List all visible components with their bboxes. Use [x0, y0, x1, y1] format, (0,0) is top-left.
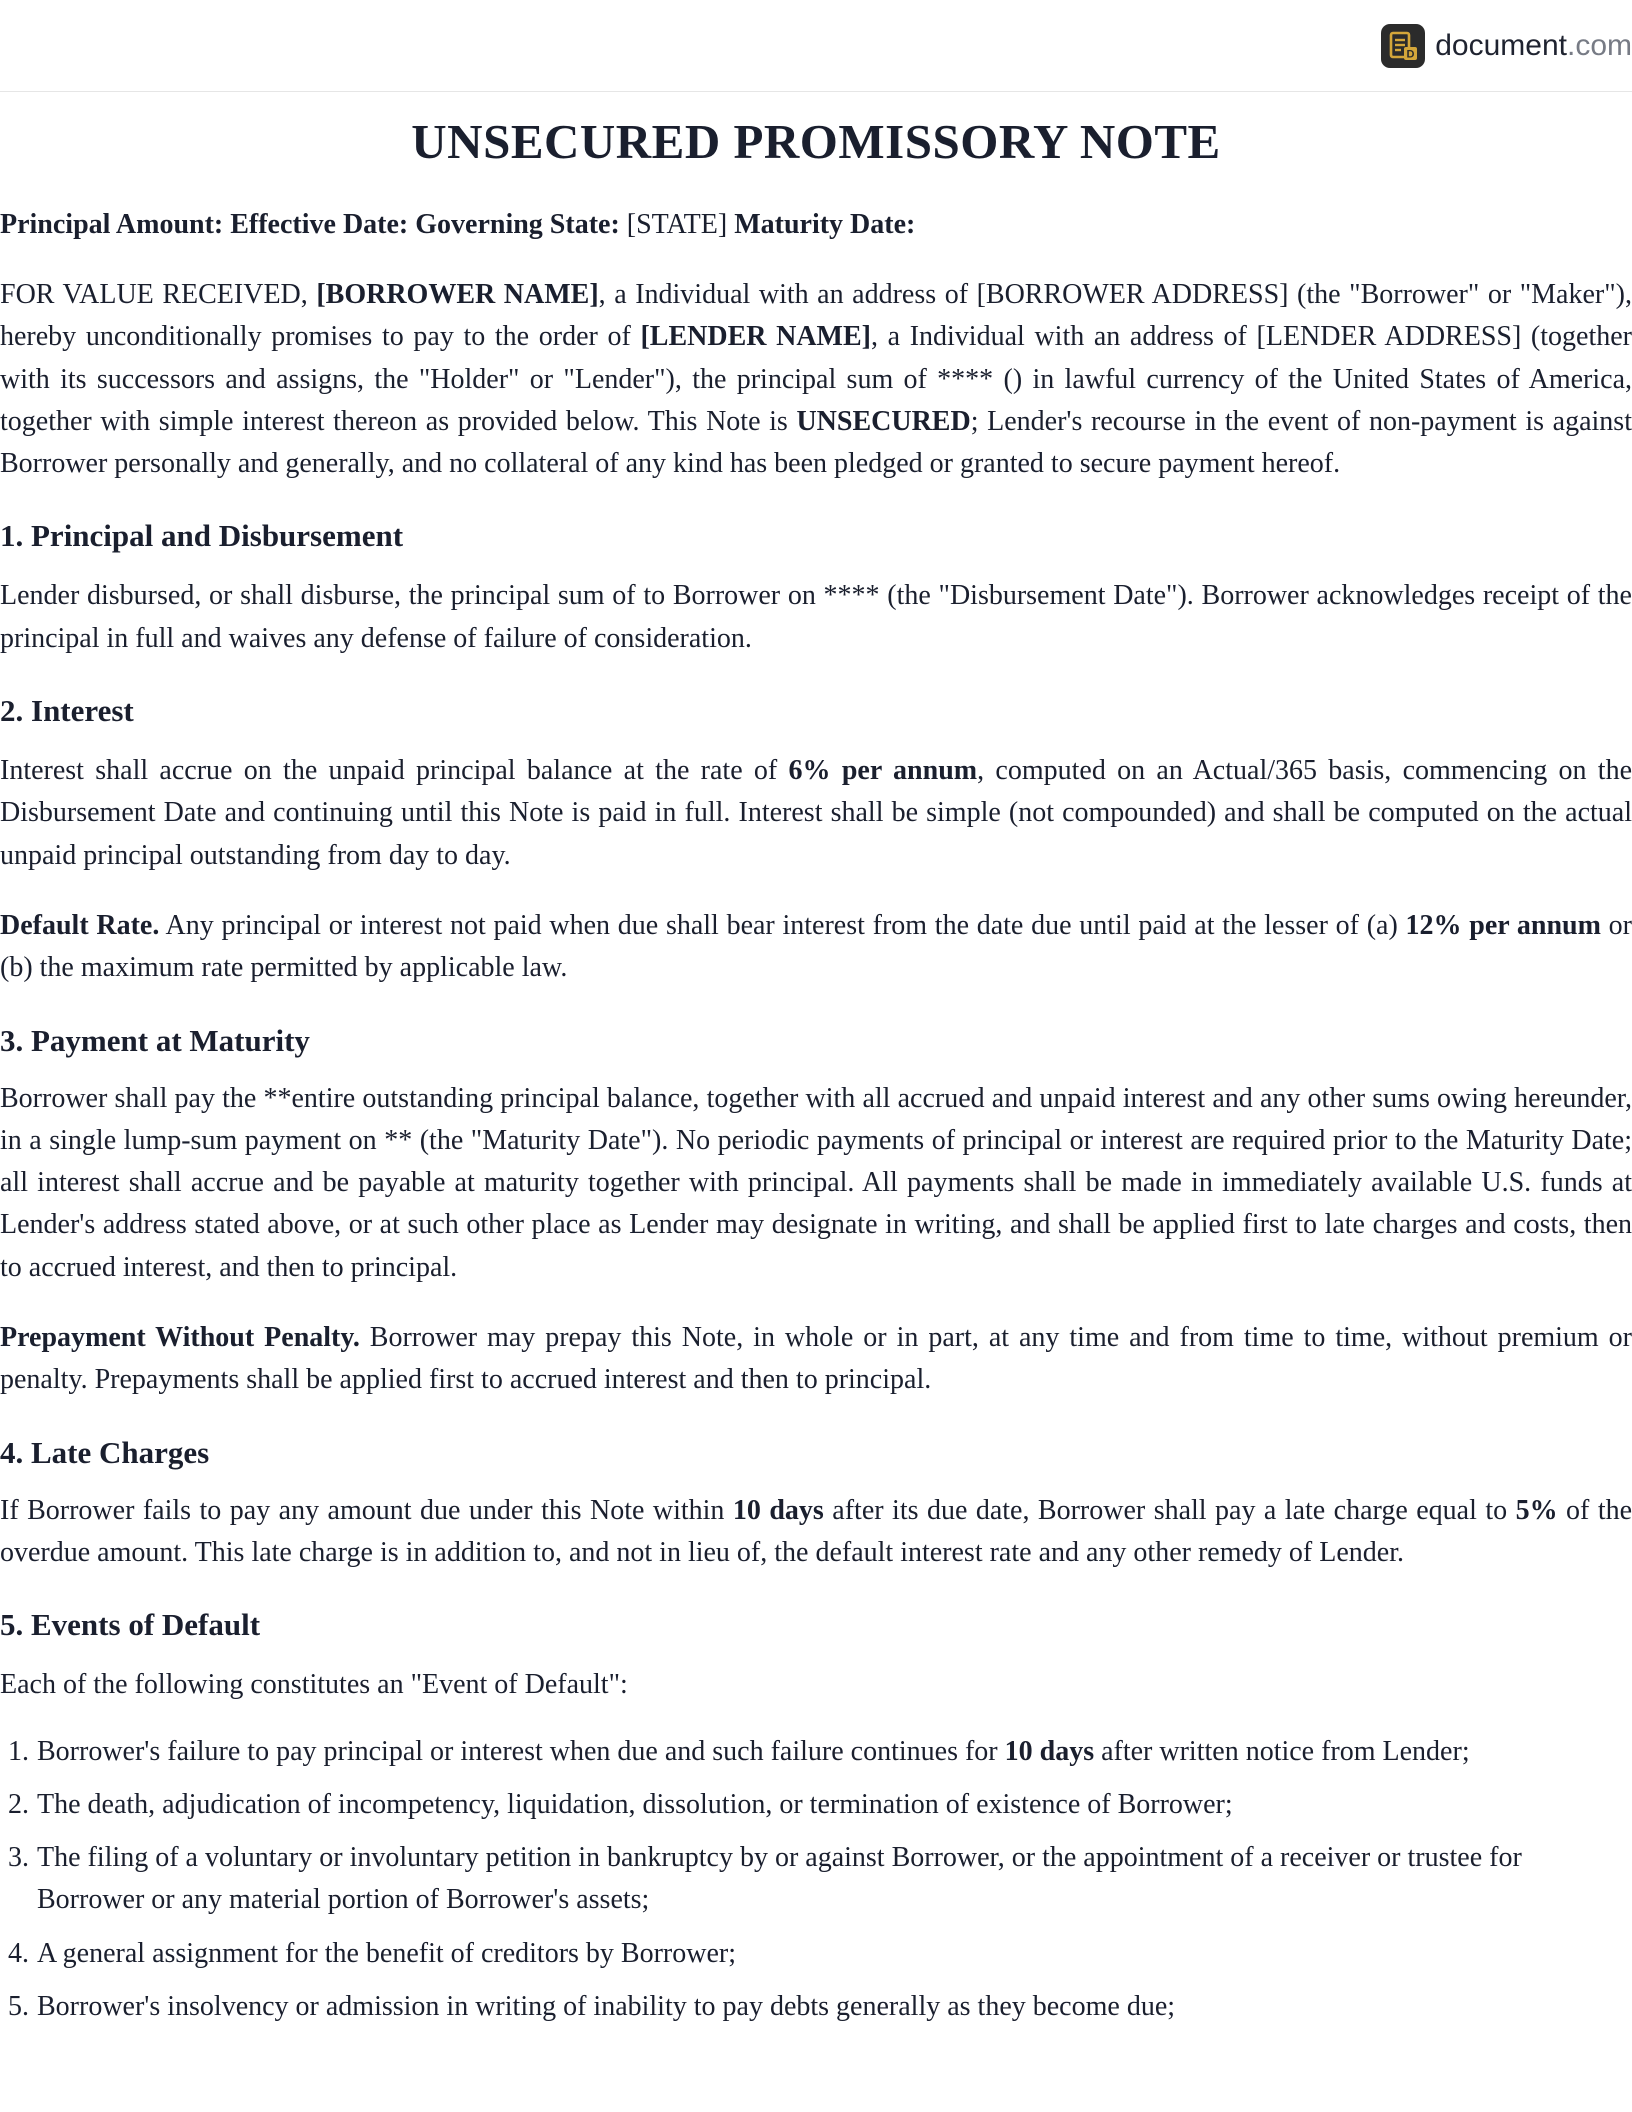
lender-name: [LENDER NAME] [640, 321, 871, 353]
default-rate-label: Default Rate. [0, 909, 160, 941]
unsecured-term: UNSECURED [796, 405, 971, 437]
effective-date-label: Effective Date: [230, 209, 409, 240]
maturity-date-label: Maturity Date: [734, 209, 916, 240]
document-body [0, 92, 1632, 2039]
top-bar [0, 0, 1632, 92]
default-rate-value: 12% per annum [1405, 909, 1601, 941]
late-days: 10 days [732, 1494, 824, 1526]
section-5-heading: 5. Events of Default [0, 1607, 261, 1643]
section-4-heading: 4. Late Charges [0, 1434, 210, 1470]
prepayment-label: Prepayment Without Penalty. [0, 1322, 360, 1354]
interest-rate: 6% per annum [788, 755, 978, 787]
section-2-heading: 2. Interest [0, 693, 134, 729]
list-item: 3. The filing of a voluntary or involuntary petition in bankruptcy by or against Borrower, or the appointment of a receiver or trustee for Borrower or any material portion of Borrower's assets; [36, 1837, 1632, 1922]
list-item: 4. A general assignment for the benefit of creditors by Borrower; [36, 1933, 1632, 1975]
late-charge-percent: 5% [1515, 1494, 1558, 1526]
section-1-paragraph: Lender disbursed, or shall disburse, the principal sum of to Borrower on **** (the "Disbursement Date"). Borrower acknowledges receipt of the principal in full and waives any defense of failure of consideration. [0, 580, 1632, 654]
principal-amount-label: Principal Amount: [0, 209, 224, 240]
section-1-heading: 1. Principal and Disbursement [0, 518, 404, 554]
meta-line [0, 204, 1632, 246]
svg-text:D: D [1406, 48, 1415, 61]
section-4-paragraph: If Borrower fails to pay any amount due under this Note within 10 days after its due date, Borrower shall pay a late charge equal to 5% of the overdue amount. This late charge is in addition to, and not in lieu of, the default interest rate and any other remedy of Lender. [0, 1494, 1632, 1568]
list-item: 2. The death, adjudication of incompetency, liquidation, dissolution, or termination of existence of Borrower; [36, 1784, 1632, 1826]
brand-link[interactable] [1381, 24, 1632, 68]
brand-tld: .com [1566, 29, 1632, 62]
section-5-intro: Each of the following constitutes an "Event of Default": [0, 1669, 628, 1701]
section-3-paragraph-2: Prepayment Without Penalty. Borrower may prepay this Note, in whole or in part, at any time and from time to time, without premium or penalty. Prepayments shall be applied first to accrued interest and then to principal. [0, 1322, 1632, 1396]
intro-paragraph: FOR VALUE RECEIVED, [BORROWER NAME], a Individual with an address of [BORROWER ADDRESS] (the "Borrower" or "Maker"), hereby unconditionally promises to pay to the order of [LENDER NAME], a Individual with an address of [LENDER ADDRESS] (together with its successors and assigns, the "Holder" or "Lender"), the principal sum of **** () in lawful currency of the United States of America, together with simple interest thereon as provided below. This Note is UNSECURED; Lender's recourse in the event of non-payment is against Borrower personally and generally, and no collateral of any kind has been pledged or granted to secure payment hereof. [0, 279, 1632, 480]
brand-name: document.com [1435, 29, 1632, 62]
section-3-paragraph-1: Borrower shall pay the **entire outstanding principal balance, together with all accrued and unpaid interest and any other sums owing hereunder, in a single lump-sum payment on ** (the "Maturity Date"). No periodic payments of principal or interest are required prior to the Maturity Date; all interest shall accrue and be payable at maturity together with principal. All payments shall be made in immediately available U.S. funds at Lender's address stated above, or at such other place as Lender may designate in writing, and shall be applied first to late charges and costs, then to accrued interest, and then to principal. [0, 1082, 1632, 1283]
list-item: 5. Borrower's insolvency or admission in writing of inability to pay debts generally as they become due; [36, 1986, 1632, 2028]
section-3-heading: 3. Payment at Maturity [0, 1022, 310, 1058]
borrower-name: [BORROWER NAME] [316, 279, 599, 310]
document-logo-icon [1381, 24, 1425, 68]
events-of-default-list [0, 1731, 1632, 2029]
governing-state-label: Governing State: [415, 209, 620, 240]
governing-state-value: [STATE] [626, 209, 728, 240]
page-title: UNSECURED PROMISSORY NOTE [411, 114, 1221, 169]
list-item: 1. Borrower's failure to pay principal or interest when due and such failure continues for 10 days after written notice from Lender; [36, 1731, 1632, 1773]
section-2-paragraph-2: Default Rate. Any principal or interest not paid when due shall bear interest from the date due until paid at the lesser of (a) 12% per annum or (b) the maximum rate permitted by applicable law. [0, 909, 1632, 984]
section-2-paragraph-1: Interest shall accrue on the unpaid principal balance at the rate of 6% per annum, computed on an Actual/365 basis, commencing on the Disbursement Date and continuing until this Note is paid in full. Interest shall be simple (not compounded) and shall be computed on the actual unpaid principal outstanding from day to day. [0, 755, 1632, 871]
